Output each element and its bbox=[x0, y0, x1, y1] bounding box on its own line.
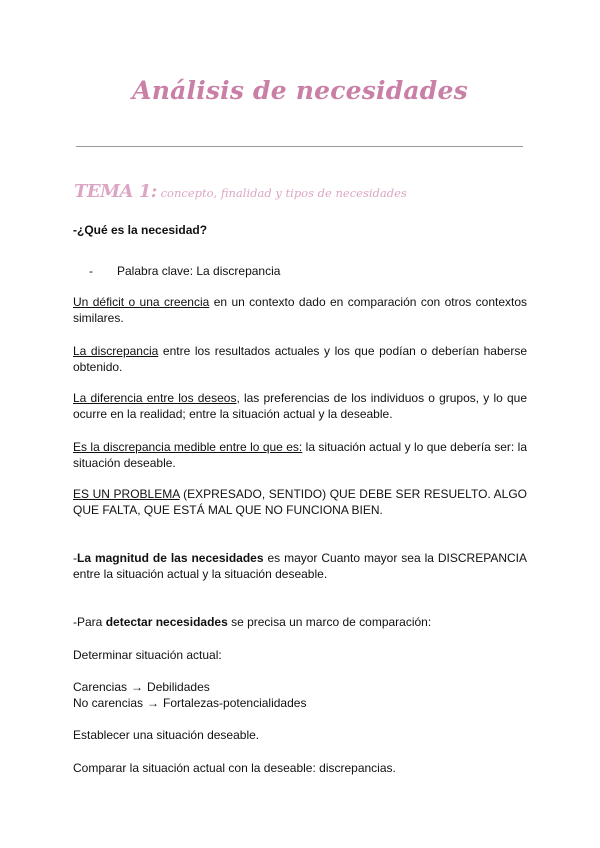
tema-heading bbox=[74, 181, 407, 202]
definition-text: entre los resultados actuales y los que podían o deberían haberse obtenido. bbox=[73, 344, 527, 374]
determinar-line: Determinar situación actual: bbox=[73, 648, 222, 662]
definition-text: la situación actual y lo que debería ser: la situación deseable. bbox=[73, 440, 527, 470]
detectar-paragraph bbox=[73, 614, 527, 630]
no-carencias-line bbox=[73, 695, 527, 711]
detectar-text: se precisa un marco de comparación: bbox=[227, 615, 432, 629]
definition-term: Un déficit o una creencia bbox=[73, 295, 210, 309]
definition-term: Es la discrepancia medible entre lo que es: bbox=[73, 440, 303, 454]
carencias-line bbox=[73, 679, 527, 695]
definition-term: La discrepancia bbox=[73, 344, 159, 358]
magnitud-paragraph bbox=[73, 550, 527, 582]
definition-2 bbox=[73, 343, 527, 375]
arrow-right-icon: → bbox=[147, 696, 160, 710]
bullet-dash: - bbox=[89, 264, 93, 278]
definition-text: en un contexto dado en comparación con otros contextos similares. bbox=[73, 295, 528, 325]
definition-text: (EXPRESADO, SENTIDO) QUE DEBE SER RESUELTO. ALGO QUE FALTA, QUE ESTÁ MAL QUE NO FUNCIONA BIEN. bbox=[73, 487, 528, 517]
tema-heading-subtitle: concepto, finalidad y tipos de necesidades bbox=[156, 186, 407, 200]
question-heading: -¿Qué es la necesidad? bbox=[73, 223, 208, 237]
establecer-line: Establecer una situación deseable. bbox=[73, 728, 260, 742]
detectar-bold: detectar necesidades bbox=[105, 615, 228, 629]
definition-term: ES UN PROBLEMA bbox=[73, 487, 180, 501]
comparar-line: Comparar la situación actual con la deseable: discrepancias. bbox=[73, 761, 396, 775]
magnitud-bold: La magnitud de las necesidades bbox=[77, 551, 264, 565]
carencias-value: Debilidades bbox=[147, 680, 210, 694]
definition-1 bbox=[73, 294, 527, 326]
arrow-right-icon: → bbox=[131, 680, 144, 694]
definition-4 bbox=[73, 439, 527, 471]
carencias-label: Carencias bbox=[73, 680, 128, 694]
definition-term: La diferencia entre los deseos bbox=[73, 391, 237, 405]
title-divider bbox=[76, 146, 523, 147]
tema-heading-prefix: TEMA 1: bbox=[74, 181, 157, 202]
definition-3 bbox=[73, 390, 527, 422]
detectar-prefix: -Para bbox=[73, 615, 106, 629]
magnitud-prefix: - bbox=[73, 551, 77, 565]
magnitud-text: es mayor Cuanto mayor sea la DISCREPANCIA entre la situación actual y la situación deseable. bbox=[73, 551, 528, 581]
document-title: Análisis de necesidades bbox=[132, 76, 468, 105]
no-carencias-value: Fortalezas-potencialidades bbox=[163, 696, 307, 710]
definition-5 bbox=[73, 486, 527, 518]
definition-text: , las preferencias de los individuos o grupos, y lo que ocurre en la realidad; entre la situación actual y la deseable. bbox=[73, 391, 527, 421]
bullet-text: Palabra clave: La discrepancia bbox=[117, 264, 281, 278]
no-carencias-label: No carencias bbox=[73, 696, 144, 710]
bullet-item bbox=[89, 263, 280, 279]
